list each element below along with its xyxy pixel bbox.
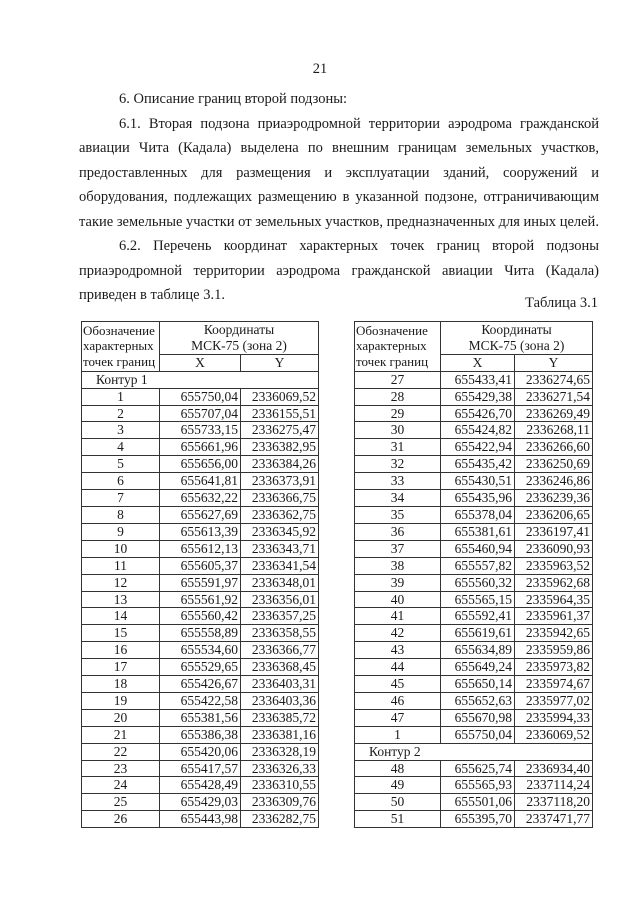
x-value: 655733,15 [160, 422, 241, 439]
table-row [355, 473, 593, 490]
table-row [355, 760, 593, 777]
designation-header-line2: характерных [83, 338, 154, 354]
x-value: 655381,61 [441, 523, 515, 540]
point-number: 7 [82, 490, 160, 507]
point-number: 10 [82, 540, 160, 557]
x-value: 655433,41 [441, 371, 515, 388]
x-value: 655632,22 [160, 490, 241, 507]
x-value: 655750,04 [441, 726, 515, 743]
y-value: 2335994,33 [515, 709, 593, 726]
point-number: 50 [355, 794, 441, 811]
designation-header-line3: точек границ [356, 354, 429, 370]
y-value: 2335961,37 [515, 608, 593, 625]
point-number: 5 [82, 456, 160, 473]
point-number: 1 [355, 726, 441, 743]
coordinates-header-line2: МСК-75 (зона 2) [191, 337, 287, 353]
y-value: 2336368,45 [241, 659, 319, 676]
x-value: 655605,37 [160, 557, 241, 574]
point-number: 44 [355, 659, 441, 676]
y-value: 2336271,54 [515, 388, 593, 405]
x-value: 655422,58 [160, 692, 241, 709]
point-number: 17 [82, 659, 160, 676]
x-value: 655417,57 [160, 760, 241, 777]
point-number: 39 [355, 574, 441, 591]
point-number: 38 [355, 557, 441, 574]
y-value: 2336356,01 [241, 591, 319, 608]
y-value: 2337114,24 [515, 777, 593, 794]
x-value: 655460,94 [441, 540, 515, 557]
table-row [355, 659, 593, 676]
x-value: 655435,96 [441, 490, 515, 507]
x-value: 655420,06 [160, 743, 241, 760]
y-value: 2336090,93 [515, 540, 593, 557]
x-value: 655424,82 [441, 422, 515, 439]
designation-header-line1: Обозначение [83, 322, 155, 338]
table-row [355, 574, 593, 591]
table-row [82, 506, 319, 523]
point-number: 14 [82, 608, 160, 625]
table-row [82, 490, 319, 507]
table-row [82, 422, 319, 439]
x-value: 655650,14 [441, 676, 515, 693]
x-value: 655558,89 [160, 625, 241, 642]
table-caption: Таблица 3.1 [525, 295, 598, 311]
point-number: 49 [355, 777, 441, 794]
table-row [355, 557, 593, 574]
point-number: 22 [82, 743, 160, 760]
table-row [82, 659, 319, 676]
x-value: 655656,00 [160, 456, 241, 473]
x-value: 655634,89 [441, 642, 515, 659]
point-number: 23 [82, 760, 160, 777]
table-row [82, 625, 319, 642]
table-row [82, 777, 319, 794]
y-value: 2335963,52 [515, 557, 593, 574]
table-row [355, 692, 593, 709]
x-value: 655429,03 [160, 794, 241, 811]
table-row [355, 676, 593, 693]
y-value: 2336358,55 [241, 625, 319, 642]
y-value: 2336357,25 [241, 608, 319, 625]
x-value: 655560,32 [441, 574, 515, 591]
y-value: 2336381,16 [241, 726, 319, 743]
table-row [355, 608, 593, 625]
table-row [355, 726, 593, 743]
coordinates-header-line1: Координаты [481, 322, 552, 337]
point-number: 34 [355, 490, 441, 507]
point-number: 31 [355, 439, 441, 456]
paragraph-6-1: 6.1. Вторая подзона приаэродромной территории аэродрома гражданской авиации Чита (Кадала) выделена по внешним границам земельных участков, предоставленных для размещения и эксплуатации зданий, сооружений и оборудования, подлежащих размещению в указанной подзоне, отграничивающим такие земельные участки от земельных участков, предназначенных для иных целей. [79, 115, 599, 230]
y-value: 2335942,65 [515, 625, 593, 642]
table-row [355, 506, 593, 523]
x-value: 655426,70 [441, 405, 515, 422]
point-number: 47 [355, 709, 441, 726]
designation-header [82, 322, 160, 372]
point-number: 51 [355, 811, 441, 828]
point-number: 21 [82, 726, 160, 743]
y-value: 2336384,26 [241, 456, 319, 473]
table-row [355, 405, 593, 422]
y-value: 2335973,82 [515, 659, 593, 676]
table-row [82, 473, 319, 490]
table-row [355, 456, 593, 473]
point-number: 24 [82, 777, 160, 794]
x-value: 655750,04 [160, 388, 241, 405]
point-number: 41 [355, 608, 441, 625]
point-number: 29 [355, 405, 441, 422]
point-number: 8 [82, 506, 160, 523]
x-value: 655386,38 [160, 726, 241, 743]
y-value: 2335962,68 [515, 574, 593, 591]
table-row [355, 811, 593, 828]
table-row [355, 642, 593, 659]
x-value: 655591,97 [160, 574, 241, 591]
paragraph-6-2: 6.2. Перечень координат характерных точек границ второй подзоны приаэродромной территории аэродрома гражданской авиации Чита (Кадала) приведен в таблице 3.1. [79, 238, 599, 303]
table-row [82, 676, 319, 693]
x-value: 655670,98 [441, 709, 515, 726]
page-number: 21 [312, 61, 328, 77]
y-header: Y [241, 354, 319, 371]
x-value: 655707,04 [160, 405, 241, 422]
x-value: 655661,96 [160, 439, 241, 456]
point-number: 26 [82, 811, 160, 828]
y-value: 2336246,86 [515, 473, 593, 490]
table-row [82, 405, 319, 422]
section-label-contour-1: Контур 1 [82, 371, 319, 388]
y-value: 2336403,36 [241, 692, 319, 709]
designation-header-line1: Обозначение [356, 322, 428, 338]
table-row [82, 743, 319, 760]
x-value: 655625,74 [441, 760, 515, 777]
y-value: 2336309,76 [241, 794, 319, 811]
table-row [355, 422, 593, 439]
point-number: 40 [355, 591, 441, 608]
y-value: 2335964,35 [515, 591, 593, 608]
y-value: 2336155,51 [241, 405, 319, 422]
x-header: X [441, 354, 515, 371]
point-number: 4 [82, 439, 160, 456]
body-text [79, 87, 599, 308]
table-row [355, 388, 593, 405]
table-row [82, 574, 319, 591]
y-value: 2336403,31 [241, 676, 319, 693]
table-row [355, 777, 593, 794]
table-row [355, 540, 593, 557]
section-label-contour-2: Контур 2 [355, 743, 593, 760]
y-value: 2336266,60 [515, 439, 593, 456]
y-value: 2336282,75 [241, 811, 319, 828]
table-row [82, 726, 319, 743]
y-value: 2336197,41 [515, 523, 593, 540]
table-row [355, 591, 593, 608]
point-number: 35 [355, 506, 441, 523]
y-value: 2337118,20 [515, 794, 593, 811]
y-value: 2336275,47 [241, 422, 319, 439]
point-number: 30 [355, 422, 441, 439]
table-row [355, 523, 593, 540]
y-value: 2336366,75 [241, 490, 319, 507]
point-number: 43 [355, 642, 441, 659]
y-value: 2336269,49 [515, 405, 593, 422]
x-value: 655557,82 [441, 557, 515, 574]
x-value: 655426,67 [160, 676, 241, 693]
point-number: 27 [355, 371, 441, 388]
x-value: 655565,15 [441, 591, 515, 608]
point-number: 48 [355, 760, 441, 777]
y-value: 2336341,54 [241, 557, 319, 574]
table-row [82, 811, 319, 828]
x-value: 655529,65 [160, 659, 241, 676]
point-number: 32 [355, 456, 441, 473]
x-value: 655613,39 [160, 523, 241, 540]
x-value: 655501,06 [441, 794, 515, 811]
coordinates-header-line1: Координаты [203, 322, 275, 337]
table-row [82, 591, 319, 608]
y-value: 2336069,52 [241, 388, 319, 405]
table-row [82, 692, 319, 709]
table-row [355, 439, 593, 456]
y-value: 2336274,65 [515, 371, 593, 388]
point-number: 45 [355, 676, 441, 693]
designation-header-line2: характерных [356, 338, 427, 354]
table-row [82, 709, 319, 726]
table-row [355, 794, 593, 811]
designation-header-line3: точек границ [83, 354, 156, 370]
coordinates-header [160, 322, 319, 355]
y-value: 2335977,02 [515, 692, 593, 709]
x-value: 655430,51 [441, 473, 515, 490]
table-row [82, 794, 319, 811]
x-value: 655652,63 [441, 692, 515, 709]
x-value: 655435,42 [441, 456, 515, 473]
point-number: 42 [355, 625, 441, 642]
section-heading: 6. Описание границ второй подзоны: [119, 91, 347, 107]
point-number: 37 [355, 540, 441, 557]
point-number: 15 [82, 625, 160, 642]
table-row [355, 490, 593, 507]
point-number: 36 [355, 523, 441, 540]
y-value: 2336348,01 [241, 574, 319, 591]
y-value: 2336069,52 [515, 726, 593, 743]
designation-header [355, 322, 441, 372]
x-value: 655534,60 [160, 642, 241, 659]
y-value: 2336362,75 [241, 506, 319, 523]
x-value: 655561,92 [160, 591, 241, 608]
coordinates-header-line2: МСК-75 (зона 2) [468, 337, 565, 353]
point-number: 46 [355, 692, 441, 709]
point-number: 3 [82, 422, 160, 439]
y-value: 2335959,86 [515, 642, 593, 659]
point-number: 33 [355, 473, 441, 490]
table-row [82, 388, 319, 405]
table-row [355, 371, 593, 388]
point-number: 9 [82, 523, 160, 540]
table-row [82, 557, 319, 574]
table-row [82, 439, 319, 456]
table-row [355, 709, 593, 726]
table-row [82, 760, 319, 777]
point-number: 13 [82, 591, 160, 608]
x-value: 655649,24 [441, 659, 515, 676]
point-number: 18 [82, 676, 160, 693]
x-value: 655619,61 [441, 625, 515, 642]
y-value: 2336328,19 [241, 743, 319, 760]
x-value: 655612,13 [160, 540, 241, 557]
coordinates-table-left [81, 321, 319, 828]
x-header: X [160, 354, 241, 371]
point-number: 6 [82, 473, 160, 490]
y-value: 2336382,95 [241, 439, 319, 456]
point-number: 16 [82, 642, 160, 659]
x-value: 655395,70 [441, 811, 515, 828]
y-value: 2336343,71 [241, 540, 319, 557]
point-number: 2 [82, 405, 160, 422]
x-value: 655565,93 [441, 777, 515, 794]
y-value: 2336385,72 [241, 709, 319, 726]
y-header: Y [515, 354, 593, 371]
y-value: 2336250,69 [515, 456, 593, 473]
coordinates-header [441, 322, 593, 355]
x-value: 655428,49 [160, 777, 241, 794]
table-row [82, 456, 319, 473]
x-value: 655381,56 [160, 709, 241, 726]
y-value: 2336373,91 [241, 473, 319, 490]
point-number: 25 [82, 794, 160, 811]
y-value: 2336206,65 [515, 506, 593, 523]
x-value: 655560,42 [160, 608, 241, 625]
point-number: 20 [82, 709, 160, 726]
y-value: 2336934,40 [515, 760, 593, 777]
y-value: 2336268,11 [515, 422, 593, 439]
x-value: 655641,81 [160, 473, 241, 490]
point-number: 11 [82, 557, 160, 574]
x-value: 655429,38 [441, 388, 515, 405]
x-value: 655378,04 [441, 506, 515, 523]
point-number: 1 [82, 388, 160, 405]
x-value: 655443,98 [160, 811, 241, 828]
x-value: 655592,41 [441, 608, 515, 625]
point-number: 19 [82, 692, 160, 709]
y-value: 2336239,36 [515, 490, 593, 507]
table-row [82, 540, 319, 557]
point-number: 12 [82, 574, 160, 591]
y-value: 2337471,77 [515, 811, 593, 828]
y-value: 2336310,55 [241, 777, 319, 794]
x-value: 655627,69 [160, 506, 241, 523]
y-value: 2335974,67 [515, 676, 593, 693]
table-row [355, 625, 593, 642]
coordinates-table-right [354, 321, 593, 828]
y-value: 2336345,92 [241, 523, 319, 540]
table-row [82, 642, 319, 659]
table-row [82, 523, 319, 540]
x-value: 655422,94 [441, 439, 515, 456]
y-value: 2336326,33 [241, 760, 319, 777]
point-number: 28 [355, 388, 441, 405]
y-value: 2336366,77 [241, 642, 319, 659]
table-row [82, 608, 319, 625]
